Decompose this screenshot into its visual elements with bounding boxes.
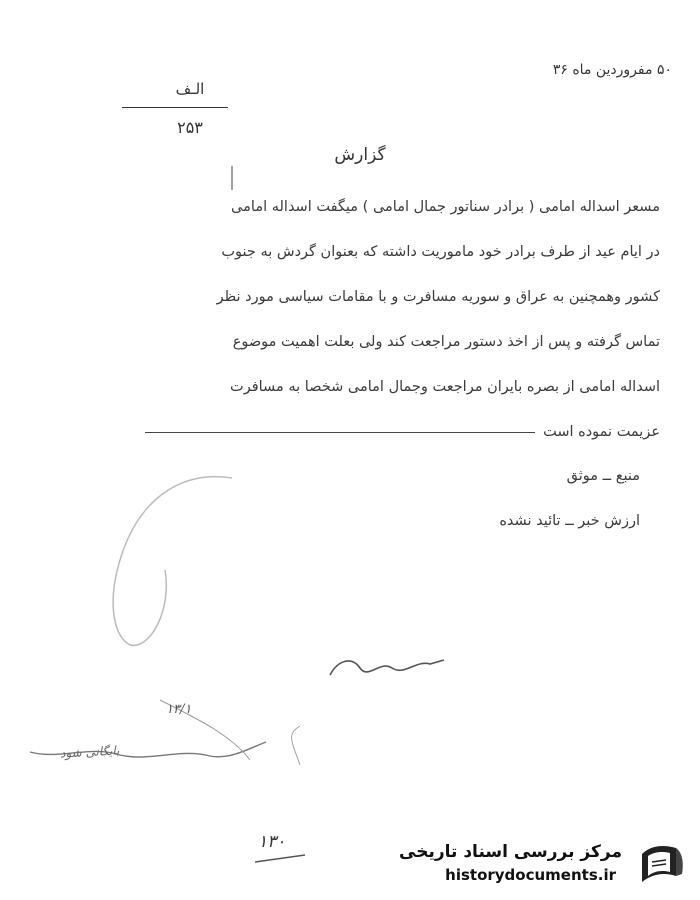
handwritten-annotation-1: ۱۳/۱ bbox=[166, 702, 192, 717]
classification-divider bbox=[122, 107, 228, 108]
body-line: مسعر اسداله امامی ( برادر سناتور جمال امامی ) میگفت اسداله امامی bbox=[231, 199, 660, 215]
body-line: تماس گرفته و پس از اخذ دستور مراجعت کند ولی بعلت اهمیت موضوع bbox=[232, 334, 660, 350]
source-line: منبع ــ موثق bbox=[566, 468, 640, 484]
footer-org-name: مرکز بررسی اسناد تاریخی bbox=[399, 842, 622, 862]
curve-stroke bbox=[113, 477, 232, 646]
body-line-text: عزیمت نموده است bbox=[543, 424, 660, 440]
body-line-last bbox=[40, 410, 660, 455]
body-line: اسداله امامی از بصره بایران مراجعت وجمال امامی شخصا به مسافرت bbox=[230, 379, 660, 395]
date-line: ۵۰ مفروردین ماه ۳۶ bbox=[552, 62, 672, 78]
document-number: ۲۵۳ bbox=[177, 118, 203, 137]
handwritten-annotation-2: بایگانی شود bbox=[59, 743, 120, 761]
body-line: کشور وهمچنین به عراق و سوریه مسافرت و با مقامات سیاسی مورد نظر bbox=[216, 289, 660, 305]
fill-rule bbox=[145, 432, 535, 433]
book-logo-icon bbox=[632, 834, 692, 894]
initials-scribble bbox=[330, 660, 444, 675]
report-title: گزارش bbox=[334, 145, 386, 165]
report-body bbox=[40, 185, 660, 455]
evaluation-line: ارزش خبر ــ تائید نشده bbox=[499, 513, 640, 529]
page-number-rule bbox=[255, 855, 305, 862]
classification-label: الـف bbox=[175, 80, 205, 98]
body-line: در ایام عید از طرف برادر خود ماموریت داشته که بعنوان گردش به جنوب bbox=[221, 244, 660, 260]
page-number: ۱۳۰ bbox=[258, 832, 286, 852]
small-stroke bbox=[292, 726, 300, 765]
footer-website: historydocuments.ir bbox=[445, 866, 616, 884]
